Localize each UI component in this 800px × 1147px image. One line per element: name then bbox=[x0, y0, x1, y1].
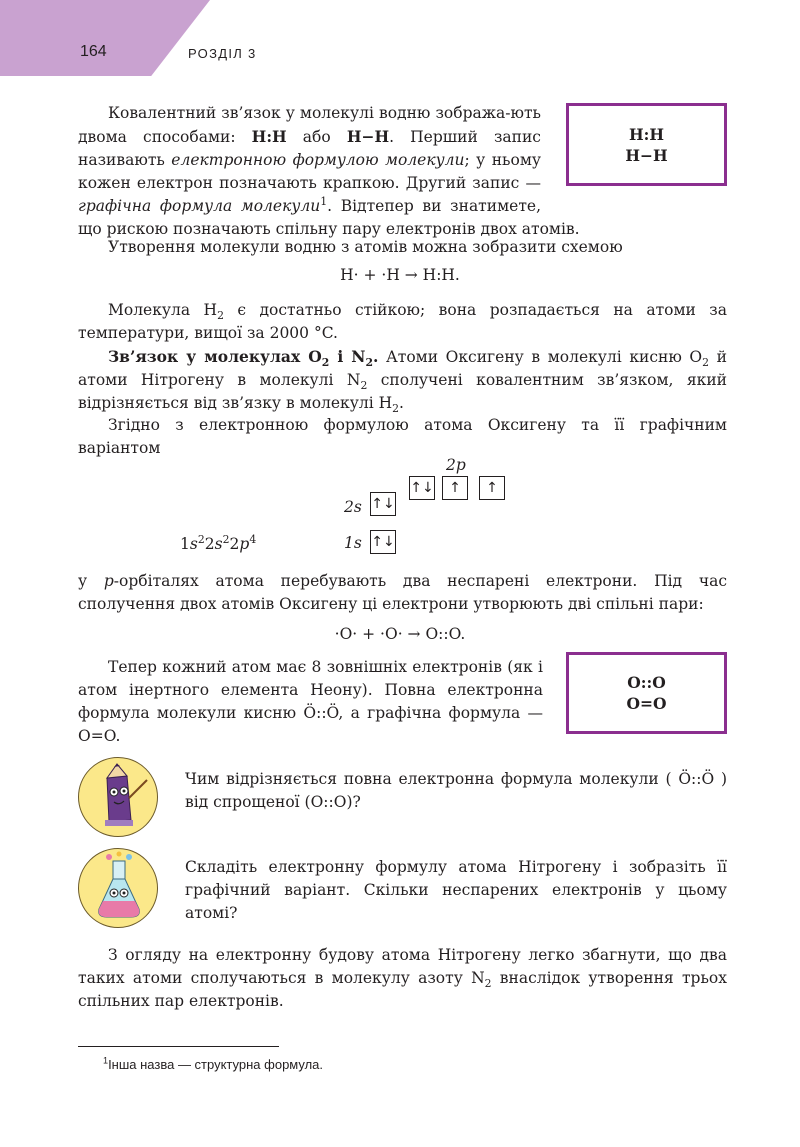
electron-config-formula bbox=[180, 532, 257, 553]
orbital-label-2s: 2s bbox=[344, 498, 362, 516]
term-italic: електронною формулою молекули bbox=[171, 151, 465, 169]
text: й атоми Нітрогену в молекулі N bbox=[78, 348, 727, 389]
formula-dots: Ö::Ö bbox=[303, 704, 339, 722]
footnote-number: 1 bbox=[103, 1055, 109, 1066]
question-2: Складіть електронну формулу атома Нітрогену і зобразіть її графічний варіант. Скільки неспарених електронів у цьому атомі? bbox=[185, 858, 727, 922]
subscript: 2 bbox=[702, 356, 710, 370]
flask-mascot-icon bbox=[78, 848, 158, 928]
text: s bbox=[214, 535, 223, 553]
text: внаслідок утворення трьох спільних пар електронів. bbox=[78, 969, 727, 1010]
superscript: 2 bbox=[197, 532, 205, 546]
superscript: 4 bbox=[249, 532, 257, 546]
term-italic: графічна формула молекули bbox=[78, 197, 321, 215]
paragraph-covalent-bond bbox=[78, 102, 727, 241]
text: 2 bbox=[229, 535, 240, 553]
text: Зв’язок у молекулах O bbox=[108, 347, 322, 366]
formula-box-line: O=O bbox=[626, 694, 667, 713]
question-1 bbox=[185, 768, 727, 814]
paragraph-oxygen-config: Згідно з електронною формулою атома Оксигену та її графічним варіантом bbox=[78, 416, 727, 457]
formula-bold: H:H bbox=[251, 127, 287, 146]
text: s bbox=[189, 535, 198, 553]
text: ; у ньому кожен електрон позначають крапкою. Другий запис — bbox=[78, 151, 541, 192]
text: сполучені ковалентним зв’язком, який відрізняється від зв’язку в молекулі H bbox=[78, 371, 727, 412]
text: . bbox=[399, 394, 404, 412]
superscript: 2 bbox=[222, 532, 230, 546]
page-number: 164 bbox=[80, 43, 107, 60]
text: ) від спрощеної (O::O)? bbox=[185, 770, 727, 811]
text: у bbox=[78, 572, 104, 590]
text: . bbox=[373, 347, 379, 366]
text: 1 bbox=[180, 535, 190, 553]
formula-box-line: H−H bbox=[625, 145, 668, 165]
header-tab bbox=[0, 0, 210, 76]
text: p bbox=[103, 572, 114, 590]
paragraph-o2-n2 bbox=[78, 345, 727, 415]
footnote bbox=[103, 1057, 323, 1072]
subscript: 2 bbox=[360, 379, 368, 393]
orbital-cell-2p: ↑ bbox=[442, 476, 468, 500]
text: З огляду на електронну будову атома Нітрогену легко збагнути, що два таких атоми сполучаються в молекулу азоту N bbox=[78, 946, 727, 987]
paragraph-scheme-intro: Утворення молекули водню з атомів можна зобразити схемою bbox=[108, 238, 623, 256]
float-spacer bbox=[541, 102, 727, 215]
formula-box-o2 bbox=[566, 652, 727, 734]
footnote-rule bbox=[78, 1046, 279, 1047]
equation-h2: H· + ·H → H:H. bbox=[340, 266, 460, 284]
subscript: 2 bbox=[484, 977, 492, 991]
text: p bbox=[239, 535, 250, 553]
text: Атоми Оксигену в молекулі кисню O bbox=[378, 348, 703, 366]
orbital-cell-2s: ↑↓ bbox=[370, 492, 396, 516]
text: 2 bbox=[204, 535, 215, 553]
text: . Відтепер ви знатимете, що рискою позначають спільну пару електронів двох атомів. bbox=[78, 197, 580, 238]
text: є достатньо стійкою; вона розпадається на атоми за температури, вищої за 2000 °C. bbox=[78, 301, 728, 342]
footnote-text: Інша назва — структурна формула. bbox=[108, 1057, 324, 1072]
paragraph-neon-octet bbox=[78, 656, 543, 748]
subscript: 2 bbox=[217, 309, 224, 323]
formula-dots: Ö::Ö bbox=[678, 770, 715, 788]
orbital-label-2p: 2p bbox=[446, 456, 466, 474]
text: Чим відрізняється повна електронна формула молекули ( bbox=[185, 770, 679, 788]
orbital-cell-2p: ↑↓ bbox=[409, 476, 435, 500]
formula-box-line: H:H bbox=[628, 124, 664, 144]
text: Ковалентний зв’язок у молекулі водню зобража-ють двома способами: bbox=[78, 104, 541, 146]
text: , а графічна формула — O=O. bbox=[78, 704, 543, 745]
paragraph-p-orbitals bbox=[78, 570, 727, 616]
pencil-teacher-icon bbox=[78, 757, 158, 837]
formula-box-line: O::O bbox=[627, 673, 666, 692]
subscript: 2 bbox=[392, 402, 400, 416]
pencil-teacher-icon bbox=[79, 758, 159, 838]
footnote-ref: 1 bbox=[320, 194, 328, 208]
flask-mascot-icon bbox=[79, 849, 159, 929]
orbital-label-1s: 1s bbox=[344, 534, 362, 552]
section-label: РОЗДІЛ 3 bbox=[188, 46, 257, 61]
equation-o2: ·O· + ·O· → O::O. bbox=[334, 625, 466, 643]
text: і N bbox=[329, 347, 366, 366]
orbital-cell-1s: ↑↓ bbox=[370, 530, 396, 554]
text: . Перший запис називають bbox=[78, 128, 541, 169]
text: Тепер кожний атом має 8 зовнішніх електронів (як і атом інертного елемента Неону). Повна електронна формула молекули кисню bbox=[78, 658, 543, 722]
subscript: 2 bbox=[321, 356, 330, 370]
heading-inline bbox=[108, 347, 379, 370]
subscript: 2 bbox=[365, 356, 374, 370]
paragraph-h2-stability bbox=[78, 299, 727, 345]
formula-bold: H−H bbox=[346, 127, 390, 146]
text: Молекула H bbox=[108, 301, 218, 319]
text: або bbox=[286, 128, 347, 146]
orbital-cell-2p: ↑ bbox=[479, 476, 505, 500]
paragraph-nitrogen bbox=[78, 944, 727, 1013]
text: -орбіталях атома перебувають два неспарені електрони. Під час сполучення двох атомів Оксигену ці електрони утворюють дві спільні пари: bbox=[78, 572, 728, 613]
